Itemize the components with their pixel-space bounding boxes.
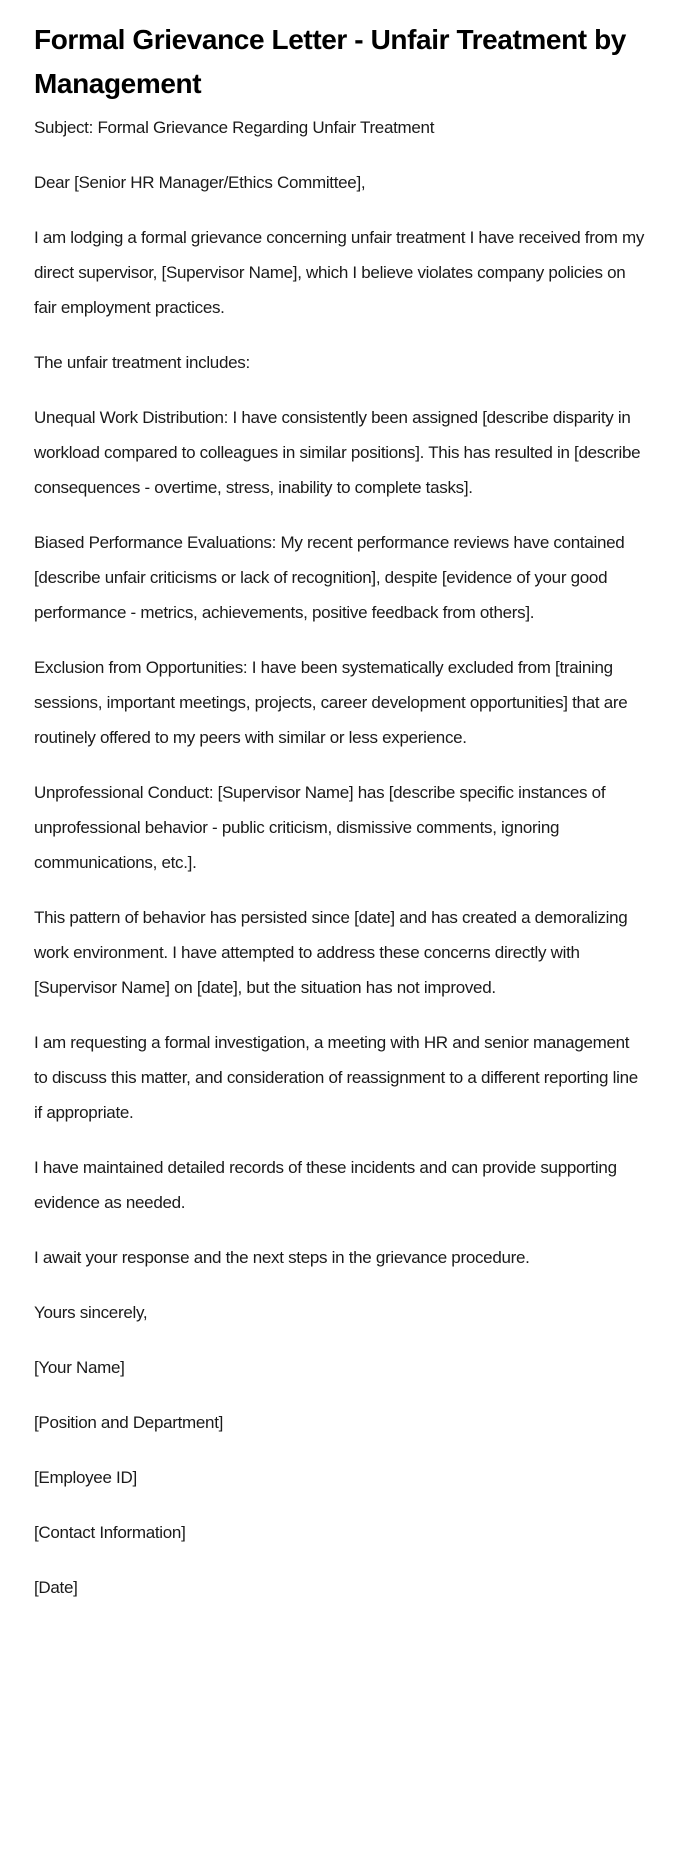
sign-off: Yours sincerely, [34, 1303, 148, 1322]
closing-paragraph: I await your response and the next steps in the grievance procedure. [34, 1248, 530, 1267]
signature-employee-id-placeholder: [Employee ID] [34, 1468, 137, 1487]
signature-contact-placeholder: [Contact Information] [34, 1523, 186, 1542]
page-title: Formal Grievance Letter - Unfair Treatment by Management [34, 24, 626, 99]
signature-position-placeholder: [Position and Department] [34, 1413, 224, 1432]
salutation: Dear [Senior HR Manager/Ethics Committee], [34, 173, 366, 192]
grievance-biased-performance-evaluations: Biased Performance Evaluations: My recent performance reviews have contained [describe unfair criticisms or lack of recognition], despite [evidence of your good performance - metrics, achievements, positive feedback from others]. [34, 533, 625, 622]
grievance-unequal-work-distribution: Unequal Work Distribution: I have consistently been assigned [describe disparity in workload compared to colleagues in similar positions]. This has resulted in [describe consequences - overtime, stress, inability to complete tasks]. [34, 408, 641, 497]
pattern-history-paragraph: This pattern of behavior has persisted since [date] and has created a demoralizing work environment. I have attempted to address these concerns directly with [Supervisor Name] on [date], but the situation has not improved. [34, 908, 628, 997]
evidence-paragraph: I have maintained detailed records of these incidents and can provide supporting evidence as needed. [34, 1158, 617, 1212]
opening-paragraph: I am lodging a formal grievance concerning unfair treatment I have received from my direct supervisor, [Supervisor Name], which I believe violates company policies on fair employment practices. [34, 228, 645, 317]
requested-actions-paragraph: I am requesting a formal investigation, a meeting with HR and senior management to discuss this matter, and consideration of reassignment to a different reporting line if appropriate. [34, 1033, 638, 1122]
subject-line: Subject: Formal Grievance Regarding Unfair Treatment [34, 118, 435, 137]
grievance-exclusion-from-opportunities: Exclusion from Opportunities: I have been systematically excluded from [training sessions, important meetings, projects, career development opportunities] that are routinely offered to my peers with similar or less experience. [34, 658, 628, 747]
signature-date-placeholder: [Date] [34, 1578, 78, 1597]
signature-name-placeholder: [Your Name] [34, 1358, 125, 1377]
grievance-list-intro: The unfair treatment includes: [34, 353, 250, 372]
grievance-unprofessional-conduct: Unprofessional Conduct: [Supervisor Name] has [describe specific instances of unprofessional behavior - public criticism, dismissive comments, ignoring communications, etc.]. [34, 783, 606, 872]
